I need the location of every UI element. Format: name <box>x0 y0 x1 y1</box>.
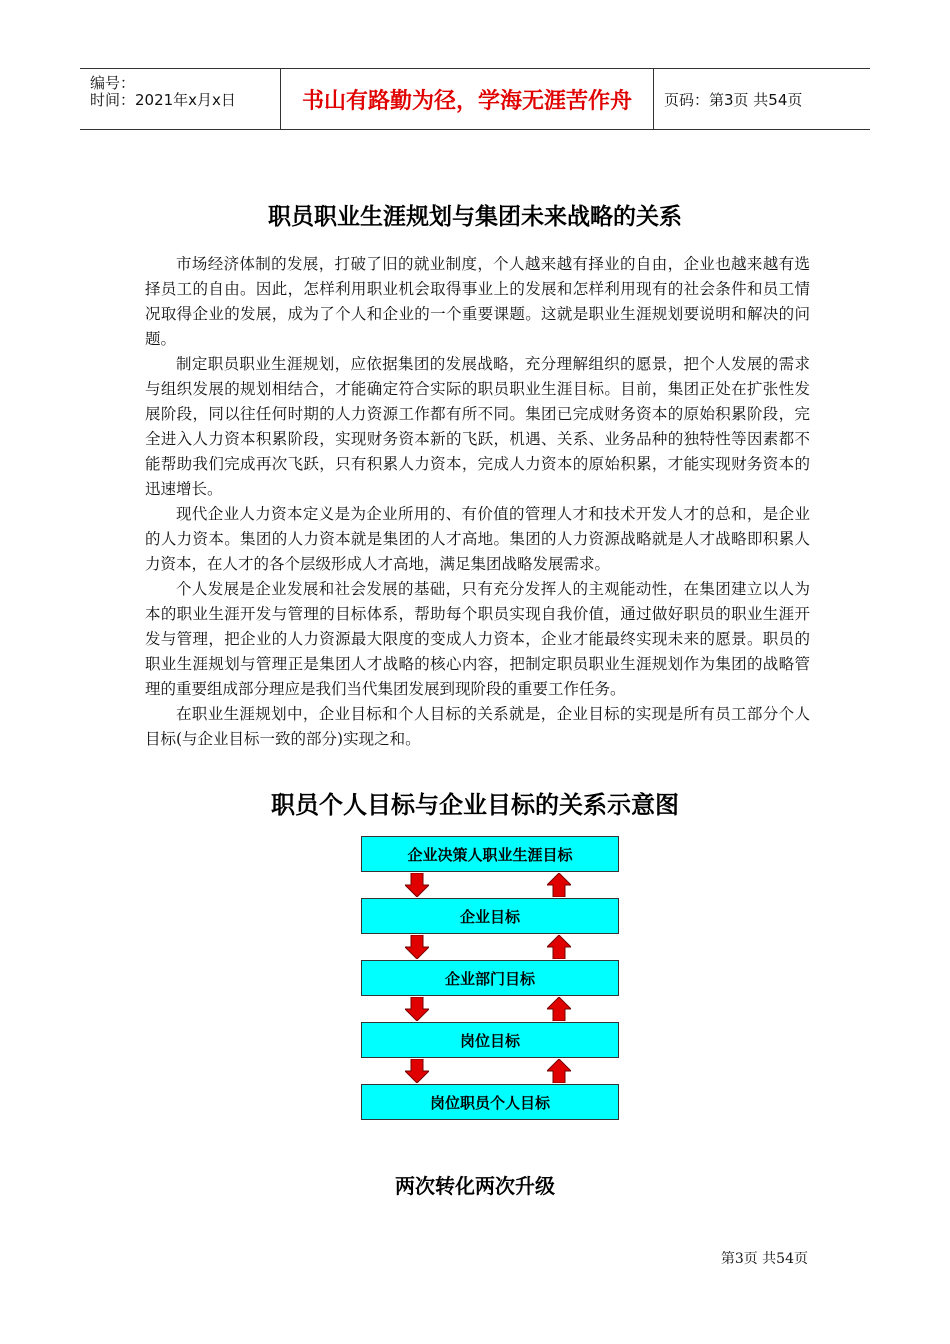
up-arrow-icon <box>547 935 571 959</box>
diagram-caption: 两次转化两次升级 <box>395 1174 555 1198</box>
page-footer: 第3页 共54页 <box>720 1251 808 1267</box>
header-motto: 书山有路勤为径，学海无涯苦作舟 <box>281 69 654 129</box>
down-arrow-icon <box>405 997 429 1021</box>
paragraph: 现代企业人力资本定义是为企业所用的、有价值的管理人才和技术开发人才的总和，是企业的人力资本。集团的人力资本就是集团的人才高地。集团的人力资源战略就是人才战略即积累人力资本，在人才的各个层级形成人才高地，满足集团战略发展需求。 <box>145 505 810 573</box>
goal-box: 岗位职员个人目标 <box>361 1084 619 1120</box>
diagram-title: 职员个人目标与企业目标的关系示意图 <box>271 791 679 819</box>
goal-box: 企业目标 <box>361 898 619 934</box>
paragraph: 市场经济体制的发展，打破了旧的就业制度，个人越来越有择业的自由，企业也越来越有选择员工的自由。因此，怎样利用职业机会取得事业上的发展和怎样利用现有的社会条件和员工情况取得企业的发展，成为了个人和企业的一个重要课题。这就是职业生涯规划要说明和解决的问题。 <box>145 255 810 348</box>
goal-box: 企业部门目标 <box>361 960 619 996</box>
document-title: 职员职业生涯规划与集团未来战略的关系 <box>268 204 682 230</box>
body-text <box>145 252 810 752</box>
up-arrow-icon <box>547 873 571 897</box>
paragraph: 个人发展是企业发展和社会发展的基础，只有充分发挥人的主观能动性，在集团建立以人为本的职业生涯开发与管理的目标体系，帮助每个职员实现自我价值，通过做好职员的职业生涯开发与管理，把企业的人力资源最大限度的变成人力资本，企业才能最终实现未来的愿景。职员的职业生涯规划与管理正是集团人才战略的核心内容，把制定职员职业生涯规划作为集团的战略管理的重要组成部分理应是我们当代集团发展到现阶段的重要工作任务。 <box>145 580 810 698</box>
header-time-label: 时间：2021年x月x日 <box>90 91 236 109</box>
header-page-cell <box>654 69 870 129</box>
up-arrow-icon <box>547 997 571 1021</box>
goal-box: 岗位目标 <box>361 1022 619 1058</box>
down-arrow-icon <box>405 873 429 897</box>
down-arrow-icon <box>405 935 429 959</box>
paragraph: 在职业生涯规划中，企业目标和个人目标的关系就是，企业目标的实现是所有员工部分个人目标(与企业目标一致的部分)实现之和。 <box>145 705 810 748</box>
header-table <box>80 68 870 130</box>
header-page-label: 页码：第3页 共54页 <box>664 90 803 109</box>
goal-box: 企业决策人职业生涯目标 <box>361 836 619 872</box>
header-info-cell <box>80 69 281 129</box>
up-arrow-icon <box>547 1059 571 1083</box>
header-number-label: 编号： <box>90 74 136 92</box>
down-arrow-icon <box>405 1059 429 1083</box>
paragraph: 制定职员职业生涯规划，应依据集团的发展战略，充分理解组织的愿景，把个人发展的需求与组织发展的规划相结合，才能确定符合实际的职员职业生涯目标。目前，集团正处在扩张性发展阶段，同以往任何时期的人力资源工作都有所不同。集团已完成财务资本的原始积累阶段，完全进入人力资本积累阶段，实现财务资本新的飞跃，机遇、关系、业务品种的独特性等因素都不能帮助我们完成再次飞跃，只有积累人力资本，完成人力资本的原始积累，才能实现财务资本的迅速增长。 <box>145 355 810 498</box>
